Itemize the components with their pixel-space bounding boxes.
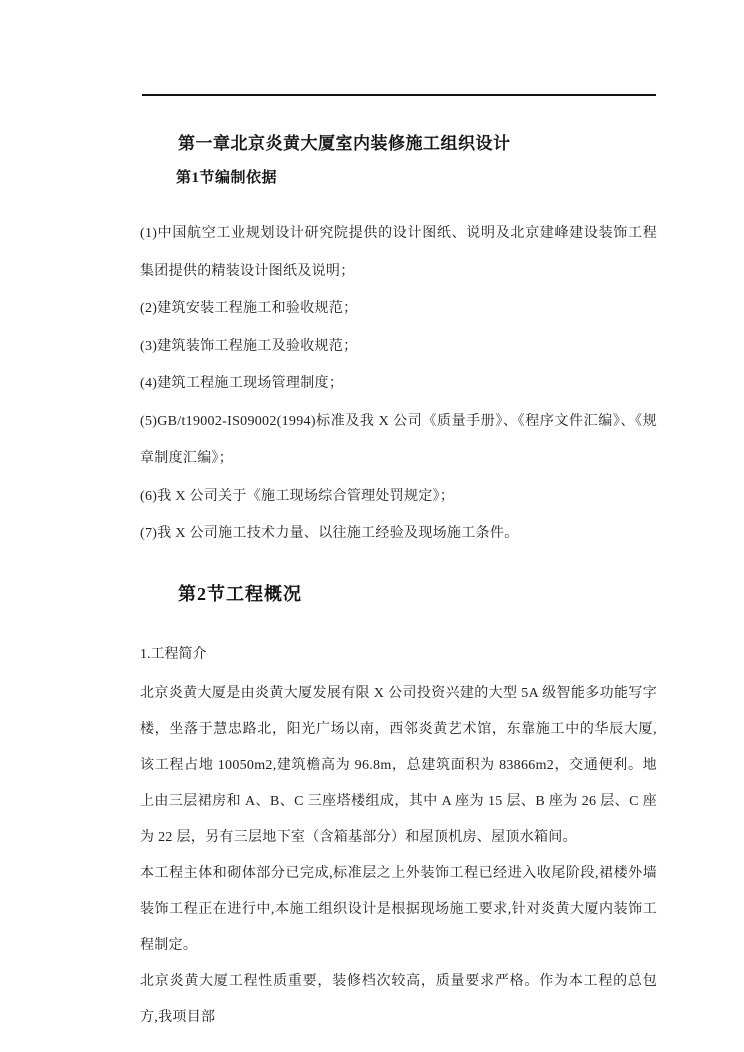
chapter-title: 第一章北京炎黄大厦室内装修施工组织设计	[178, 134, 511, 153]
section-1-heading: 第1节编制依据	[176, 170, 278, 186]
header-rule	[142, 94, 656, 96]
subsection-heading: 1.工程简介	[140, 646, 207, 662]
paragraph: 本工程主体和砌体部分已完成,标准层之上外装饰工程已经进入收尾阶段,裙楼外墙装饰工程正在进行中,本施工组织设计是根据现场施工要求,针对炎黄大厦内装饰工程制定。	[140, 865, 657, 953]
list-item: (3)建筑装饰工程施工及验收规范；	[140, 338, 358, 354]
paragraph: 北京炎黄大厦是由炎黄大厦发展有限 X 公司投资兴建的大型 5A 级智能多功能写字楼，坐落于慧忠路北，阳光广场以南，西邻炎黄艺术馆，东靠施工中的华辰大厦,该工程占地 10050m2,建筑檐高为 96.8m，总建筑面积为 83866m2，交通便利。地上由三层裙房和 A、B、C 三座塔楼组成，其中 A 座为 15 层、B 座为 26 层、C 座为 22 层，另有三层地下室（含箱基部分）和屋顶机房、屋顶水箱间。	[140, 685, 657, 845]
list-item: (4)建筑工程施工现场管理制度；	[140, 376, 344, 391]
list-item: (2)建筑安装工程施工和验收规范；	[140, 301, 358, 316]
list-item: (5)GB/t19002-IS09002(1994)标准及我 X 公司《质量手册》、《程序文件汇编》、《规章制度汇编》；	[140, 413, 657, 466]
basis-item-list	[140, 215, 657, 553]
list-item: (7)我 X 公司施工技术力量、以往施工经验及现场施工条件。	[140, 526, 519, 541]
document-content	[140, 132, 657, 1036]
paragraph: 北京炎黄大厦工程性质重要，装修档次较高，质量要求严格。作为本工程的总包方,我项目部	[140, 973, 657, 1025]
project-introduction	[140, 676, 657, 1036]
list-item: (6)我 X 公司关于《施工现场综合管理处罚规定》；	[140, 488, 455, 504]
section-2-heading: 第2节工程概况	[178, 583, 302, 604]
list-item: (1)中国航空工业规划设计研究院提供的设计图纸、说明及北京建峰建设装饰工程集团提供的精装设计图纸及说明；	[140, 226, 657, 279]
